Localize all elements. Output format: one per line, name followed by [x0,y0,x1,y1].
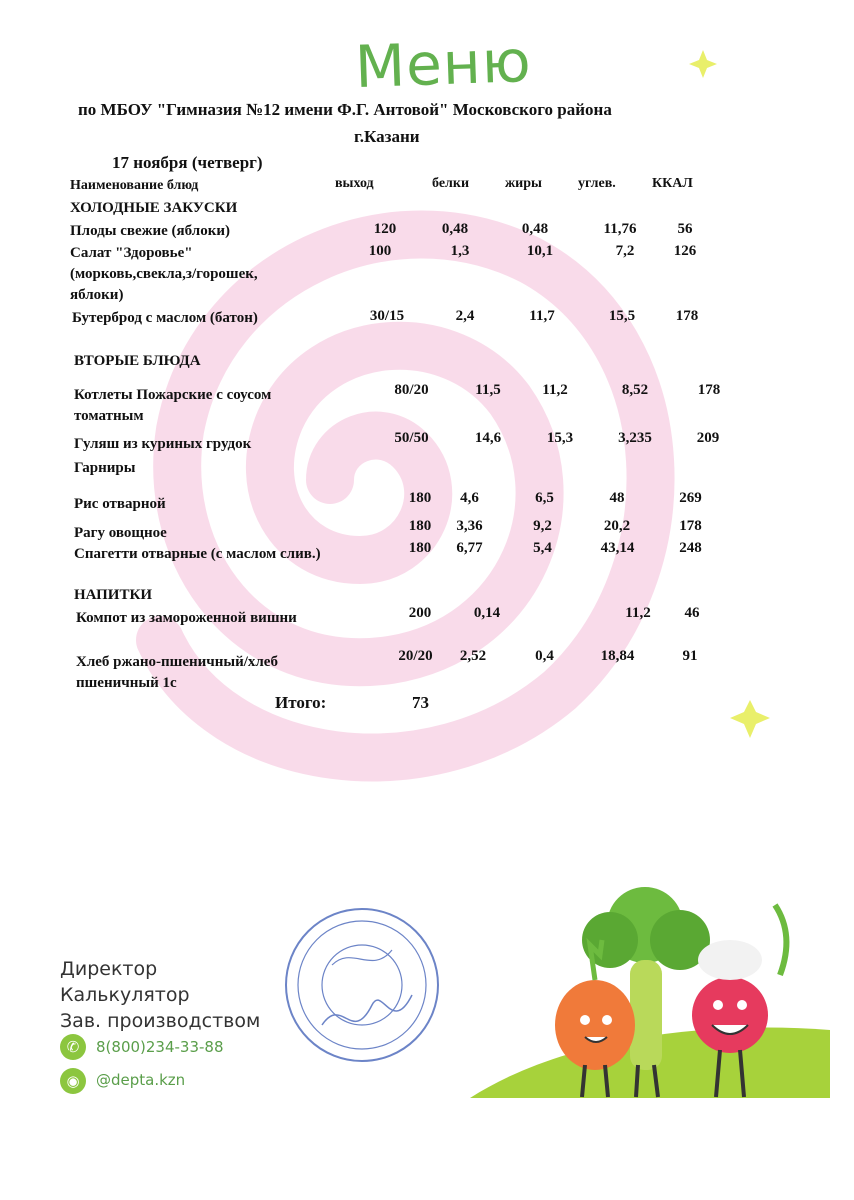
section-second: ВТОРЫЕ БЛЮДА [74,353,201,369]
section-cold: ХОЛОДНЫЕ ЗАКУСКИ [70,200,238,216]
table-cell-kcal: 46 [684,605,700,621]
table-row-name: Котлеты Пожарские с соусом томатным [74,387,272,424]
table-row-name: Спагетти отварные (с маслом слив.) [74,546,321,562]
table-cell-output: 50/50 [394,430,429,446]
table-row-name: Салат "Здоровье" (морковь,свекла,з/горошек, яблоки) [70,245,258,303]
col-header-output: выход [335,176,374,191]
table-cell-fat: 11,7 [529,308,555,324]
table-cell-output: 20/20 [398,648,433,664]
total-label: Итого: [275,693,327,712]
table-cell-output: 180 [408,540,432,556]
table-cell-output: 200 [408,605,432,621]
table-row-name: Рагу овощное [74,525,167,541]
table-row-name: Гуляш из куриных грудок [74,436,252,452]
table-cell-protein: 14,6 [474,430,502,446]
table-cell-fat: 10,1 [526,243,554,259]
table-cell-fat: 9,2 [533,518,552,534]
table-cell-carbs: 43,14 [600,540,635,556]
vegetables-illustration [530,865,830,1100]
col-header-protein: белки [432,176,470,191]
table-cell-kcal: 269 [679,490,702,506]
table-cell-fat: 0,4 [535,648,554,664]
table-cell-fat: 0,48 [521,221,549,237]
table-row-name: Компот из замороженной вишни [76,610,297,626]
table-cell-output: 100 [368,243,392,259]
table-row-name: Хлеб ржано-пшеничный/хлеб пшеничный 1с [76,654,278,691]
table-cell-carbs: 7,2 [615,243,635,259]
table-cell-carbs: 15,5 [608,308,636,324]
table-cell-protein: 2,4 [455,308,475,324]
table-cell-output: 120 [373,221,397,237]
table-cell-fat: 11,2 [542,382,568,398]
instagram-icon: ◉ [60,1068,86,1094]
signature-director: Директор [60,958,158,980]
table-cell-carbs: 11,76 [603,221,637,237]
table-row-name: Бутерброд с маслом (батон) [72,310,258,326]
table-row-name: Плоды свежие (яблоки) [70,223,230,239]
instagram-handle[interactable]: @depta.kzn [96,1071,186,1089]
subtitle-line2: г.Казани [354,127,420,146]
table-row-name: Рис отварной [74,496,166,512]
col-header-name: Наименование блюд [70,178,199,193]
table-cell-carbs: 3,235 [618,430,652,446]
table-cell-carbs: 48 [609,490,625,506]
table-cell-protein: 0,14 [473,605,501,621]
table-cell-kcal: 178 [675,308,699,324]
table-cell-protein: 3,36 [456,518,483,534]
subtitle-line1: по МБОУ "Гимназия №12 имени Ф.Г. Антовой" Московского района [78,100,612,119]
phone-icon: ✆ [60,1034,86,1060]
table-cell-kcal: 56 [677,221,693,237]
table-cell-output: 180 [408,490,432,506]
table-cell-kcal: 126 [673,243,697,259]
table-cell-kcal: 178 [679,518,702,534]
table-cell-fat: 15,3 [546,430,574,446]
table-cell-protein: 1,3 [450,243,470,259]
col-header-carbs: углев. [578,176,616,191]
table-cell-output: 30/15 [369,308,405,324]
signature-production: Зав. производством [60,1010,261,1032]
table-cell-carbs: 11,2 [625,605,651,621]
phone-number[interactable]: 8(800)234-33-88 [96,1038,224,1056]
table-cell-protein: 11,5 [475,382,501,398]
table-cell-carbs: 18,84 [600,648,635,664]
script-title: Меню [353,26,533,102]
table-cell-kcal: 178 [697,382,721,398]
table-cell-output: 180 [408,518,432,534]
section-garnish: Гарниры [74,460,136,476]
table-cell-carbs: 8,52 [621,382,649,398]
total-value: 73 [412,693,429,712]
table-cell-fat: 6,5 [535,490,554,506]
table-cell-output: 80/20 [394,382,429,398]
signature-calculator: Калькулятор [60,984,190,1006]
official-stamp [282,905,442,1065]
menu-date: 17 ноября (четверг) [112,153,263,172]
table-cell-carbs: 20,2 [603,518,631,534]
col-header-fat: жиры [505,176,542,191]
table-cell-kcal: 91 [682,648,698,664]
table-cell-protein: 2,52 [459,648,487,664]
section-drinks: НАПИТКИ [74,587,153,603]
table-cell-kcal: 209 [696,430,720,446]
table-cell-fat: 5,4 [533,540,552,556]
table-cell-protein: 0,48 [441,221,469,237]
table-cell-protein: 4,6 [460,490,479,506]
table-cell-protein: 6,77 [456,540,483,556]
table-cell-kcal: 248 [679,540,702,556]
col-header-kcal: ККАЛ [652,176,693,191]
